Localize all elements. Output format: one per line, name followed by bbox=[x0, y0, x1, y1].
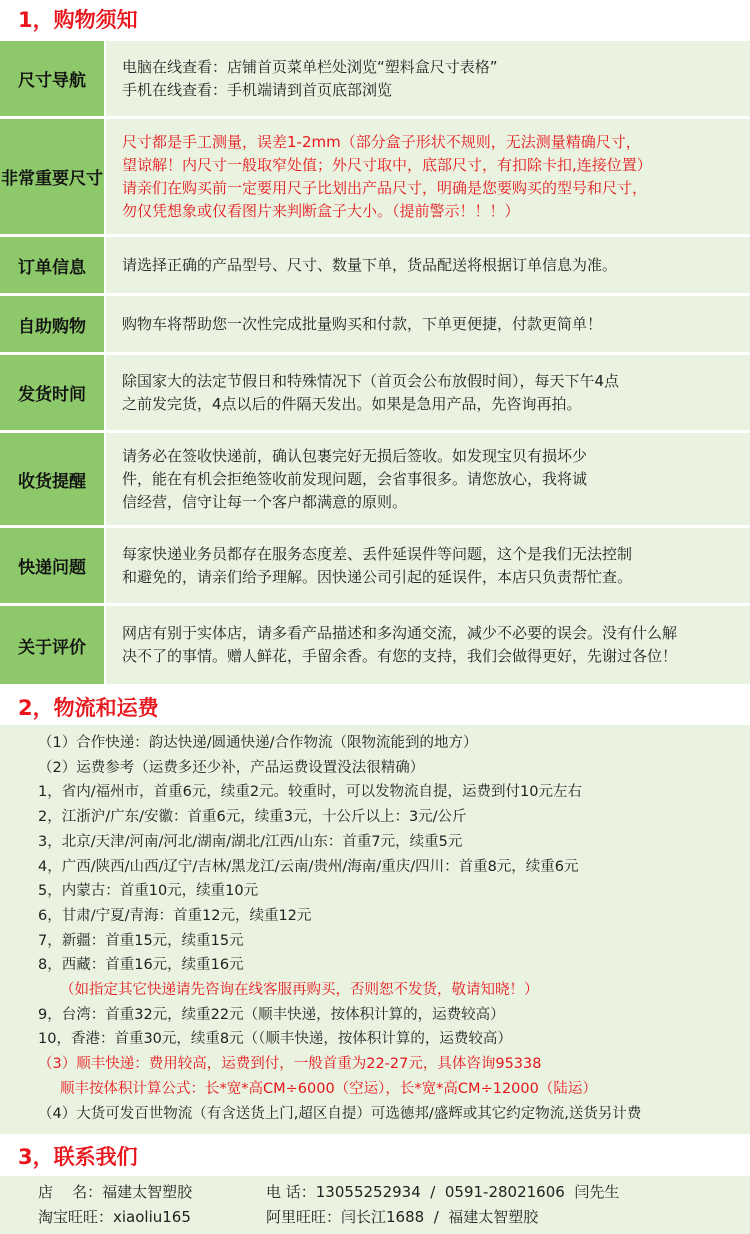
shipping-line: 2，江浙沪/广东/安徽：首重6元，续重3元，十公斤以上：3元/公斤 bbox=[38, 809, 467, 826]
notice-row-content bbox=[104, 41, 750, 116]
shipping-line: （4）大货可发百世物流（有含送货上门,超区自提）可选德邦/盛辉或其它约定物流,送货另计费 bbox=[38, 1105, 642, 1122]
shipping-line: 顺丰按体积计算公式：长*宽*高CM÷6000（空运），长*宽*高CM÷12000（陆运） bbox=[60, 1080, 597, 1097]
notice-row-content bbox=[104, 528, 750, 603]
contact-left: 淘宝旺旺：xiaoliu165 bbox=[38, 1208, 191, 1227]
notice-row-label: 发货时间 bbox=[0, 355, 104, 430]
notice-row-content bbox=[104, 433, 750, 525]
section-title-shipping: 2，物流和运费 bbox=[0, 687, 750, 725]
notice-line: 件，能在有机会拒绝签收前发现问题，会省事很多。请您放心，我将诚 bbox=[122, 469, 588, 488]
shipping-info bbox=[0, 725, 750, 1134]
notice-row-content bbox=[104, 119, 750, 234]
contact-info bbox=[0, 1176, 750, 1234]
notice-line: 请亲们在购买前一定要用尺子比划出产品尺寸，明确是您要购买的型号和尺寸， bbox=[122, 178, 648, 197]
notice-line: 请务必在签收快递前，确认包裹完好无损后签收。如发现宝贝有损坏少 bbox=[122, 446, 588, 465]
notice-row-label: 快递问题 bbox=[0, 528, 104, 603]
notice-row-label: 订单信息 bbox=[0, 237, 104, 293]
shipping-line: 10，香港：首重30元，续重8元（（顺丰快递，按体积计算的，运费较高） bbox=[38, 1031, 512, 1048]
notice-row bbox=[0, 119, 750, 237]
notice-line: 信经营，信守让每一个客户都满意的原则。 bbox=[122, 492, 408, 511]
contact-row bbox=[38, 1205, 750, 1230]
notice-row bbox=[0, 296, 750, 355]
shipping-line: 9，台湾：首重32元，续重22元（顺丰快递，按体积计算的，运费较高） bbox=[38, 1006, 505, 1023]
notice-row-content bbox=[104, 237, 750, 293]
contact-row bbox=[38, 1180, 750, 1205]
shipping-line: （3）顺丰快递：费用较高，运费到付，一般首重为22-27元，具体咨询95338 bbox=[38, 1056, 542, 1073]
shipping-line: 8，西藏：首重16元，续重16元 bbox=[38, 957, 244, 974]
notice-line: 决不了的事情。赠人鲜花，手留余香。有您的支持，我们会做得更好，先谢过各位！ bbox=[122, 647, 678, 665]
notice-row bbox=[0, 41, 750, 119]
notice-line: 每家快递业务员都存在服务态度差、丢件延误件等问题，这个是我们无法控制 bbox=[122, 544, 633, 563]
notice-row-label: 非常重要尺寸 bbox=[0, 119, 104, 234]
shipping-line: 5，内蒙古：首重10元，续重10元 bbox=[38, 883, 259, 900]
notice-line: 勿仅凭想象或仅看图片来判断盒子大小。（提前警示！！！） bbox=[122, 201, 520, 220]
shipping-line: 3，北京/天津/河南/河北/湖南/湖北/江西/山东：首重7元，续重5元 bbox=[38, 833, 463, 850]
contact-right: 电 话：13055252934 / 0591-28021606 闫先生 bbox=[266, 1183, 620, 1202]
shipping-line: 1，省内/福州市，首重6元，续重2元。较重时，可以发物流自提，运费到付10元左右 bbox=[38, 784, 583, 801]
section-title-contact: 3，联系我们 bbox=[0, 1134, 750, 1176]
notice-line: 电脑在线查看：店铺首页菜单栏处浏览“塑料盒尺寸表格” bbox=[122, 57, 498, 76]
notice-row-label: 尺寸导航 bbox=[0, 41, 104, 116]
shipping-line: 4，广西/陕西/山西/辽宁/吉林/黑龙江/云南/贵州/海南/重庆/四川：首重8元，续重6元 bbox=[38, 858, 579, 875]
shipping-line: （如指定其它快递请先咨询在线客服再购买，否则恕不发货，敬请知晓！） bbox=[60, 982, 539, 999]
notice-row-label: 关于评价 bbox=[0, 606, 104, 684]
contact-left: 店 名：福建太智塑胶 bbox=[38, 1183, 193, 1202]
notice-row-content bbox=[104, 606, 750, 684]
shipping-line: 7，新疆：首重15元，续重15元 bbox=[38, 932, 244, 949]
shipping-line: （1）合作快递：韵达快递/圆通快递/合作物流（限物流能到的地方） bbox=[38, 735, 478, 751]
notice-line: 请选择正确的产品型号、尺寸、数量下单，货品配送将根据订单信息为准。 bbox=[122, 255, 618, 274]
notice-line: 之前发完货，4点以后的件隔天发出。如果是急用产品，先咨询再拍。 bbox=[122, 394, 582, 413]
notice-line: 除国家大的法定节假日和特殊情况下（首页会公布放假时间），每天下午4点 bbox=[122, 371, 620, 390]
notice-row bbox=[0, 355, 750, 433]
notice-line: 和避免的，请亲们给予理解。因快递公司引起的延误件，本店只负责帮忙查。 bbox=[122, 567, 633, 586]
notice-row bbox=[0, 237, 750, 296]
notice-line: 手机在线查看：手机端请到首页底部浏览 bbox=[122, 80, 393, 99]
notice-line: 网店有别于实体店，请多看产品描述和多沟通交流，减少不必要的误会。没有什么解 bbox=[122, 624, 678, 642]
notice-row-content bbox=[104, 355, 750, 430]
notice-row bbox=[0, 528, 750, 606]
contact-right: 阿里旺旺：闫长江1688 / 福建太智塑胶 bbox=[266, 1208, 539, 1227]
notice-line: 尺寸都是手工测量，误差1-2mm（部分盒子形状不规则，无法测量精确尺寸， bbox=[122, 132, 641, 151]
notice-row bbox=[0, 606, 750, 687]
notice-line: 购物车将帮助您一次性完成批量购买和付款，下单更便捷，付款更简单！ bbox=[122, 314, 603, 333]
notice-row-label: 自助购物 bbox=[0, 296, 104, 352]
shipping-line: （2）运费参考（运费多还少补，产品运费设置没法很精确） bbox=[38, 759, 425, 776]
notice-row-content bbox=[104, 296, 750, 352]
notice-row-label: 收货提醒 bbox=[0, 433, 104, 525]
shipping-line: 6，甘肃/宁夏/青海：首重12元，续重12元 bbox=[38, 907, 312, 924]
shopping-notes-table bbox=[0, 40, 750, 687]
notice-row bbox=[0, 433, 750, 528]
section-title-shopping-notes: 1，购物须知 bbox=[0, 0, 750, 40]
notice-line: 望谅解！内尺寸一般取窄处值；外尺寸取中，底部尺寸，有扣除卡扣,连接位置） bbox=[122, 155, 652, 174]
